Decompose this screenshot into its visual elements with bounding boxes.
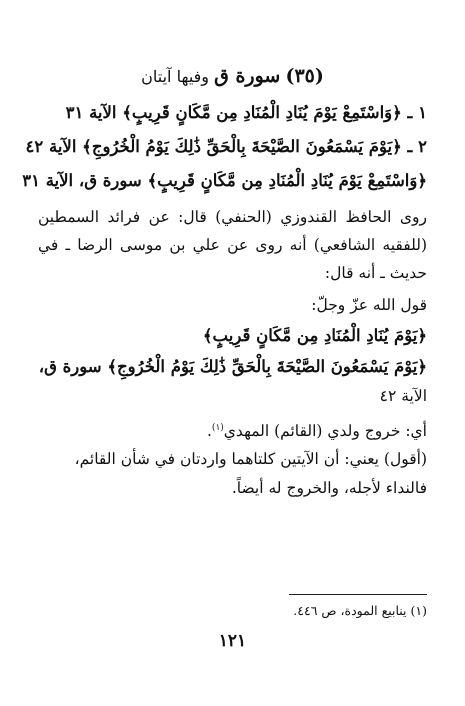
chapter-title: سورة ق — [214, 65, 281, 87]
footnote-divider — [289, 594, 427, 595]
quote-verse-2: ﴿يَوْمَ يَسْمَعُونَ الصَّيْحَةَ بِالْحَقِّ ذَٰلِكَ يَوْمُ الْخُرُوجِ﴾ سورة ق، — [38, 357, 427, 376]
commentary-line-1: (أقول) يعني: أن الآيتين كلتاهما واردتان في شأن القائم، — [74, 450, 427, 468]
footnote: (١) ينابيع المودة، ص ٤٤٦. — [293, 603, 427, 618]
quote-intro: قول الله عزّ وجلّ: — [311, 296, 427, 314]
narration-line-1: روى الحافظ القندوزي (الحنفي) قال: عن فرائد السمطين — [38, 208, 427, 226]
verse-line-1: ١ ـ ﴿وَاسْتَمِعْ يَوْمَ يُنَادِ الْمُنَادِ مِن مَّكَانٍ قَرِيبٍ﴾ الآية ٣١ — [65, 103, 427, 122]
commentary-line-2: فالنداء لأجله، والخروج له أيضاً. — [231, 479, 427, 497]
chapter-subtitle: وفيها آيتان — [141, 67, 210, 86]
chapter-heading — [38, 63, 427, 90]
narration-line-3: حديث ـ أنه قال: — [324, 264, 427, 282]
explanation-line: أي: خروج ولدي (القائم) المهدي$^{(١)}$. — [206, 422, 427, 441]
narration-line-2: (للفقيه الشافعي) أنه روى عن علي بن موسى الرضا ـ في — [38, 236, 427, 254]
quote-verse-2-continuation: الآية ٤٢ — [379, 387, 427, 405]
explanation-text: أي: خروج ولدي (القائم) المهدي — [223, 422, 427, 441]
chapter-number: (٣٥) — [285, 65, 324, 87]
page-number: ١٢١ — [218, 631, 247, 651]
footnote-marker: (١) — [211, 423, 224, 433]
quote-verse-1: ﴿يَوْمَ يُنَادِ الْمُنَادِ مِن مَّكَانٍ قَرِيبٍ﴾ — [202, 326, 427, 345]
verse-line-2: ٢ ـ ﴿يَوْمَ يَسْمَعُونَ الصَّيْحَةَ بِالْحَقِّ ذَٰلِكَ يَوْمُ الْخُرُوجِ﴾ الآية ٤٢ — [25, 137, 427, 156]
verse-line-3: ﴿وَاسْتَمِعْ يَوْمَ يُنَادِ الْمُنَادِ مِن مَّكَانٍ قَرِيبٍ﴾ سورة ق، الآية ٣١ — [22, 171, 427, 190]
